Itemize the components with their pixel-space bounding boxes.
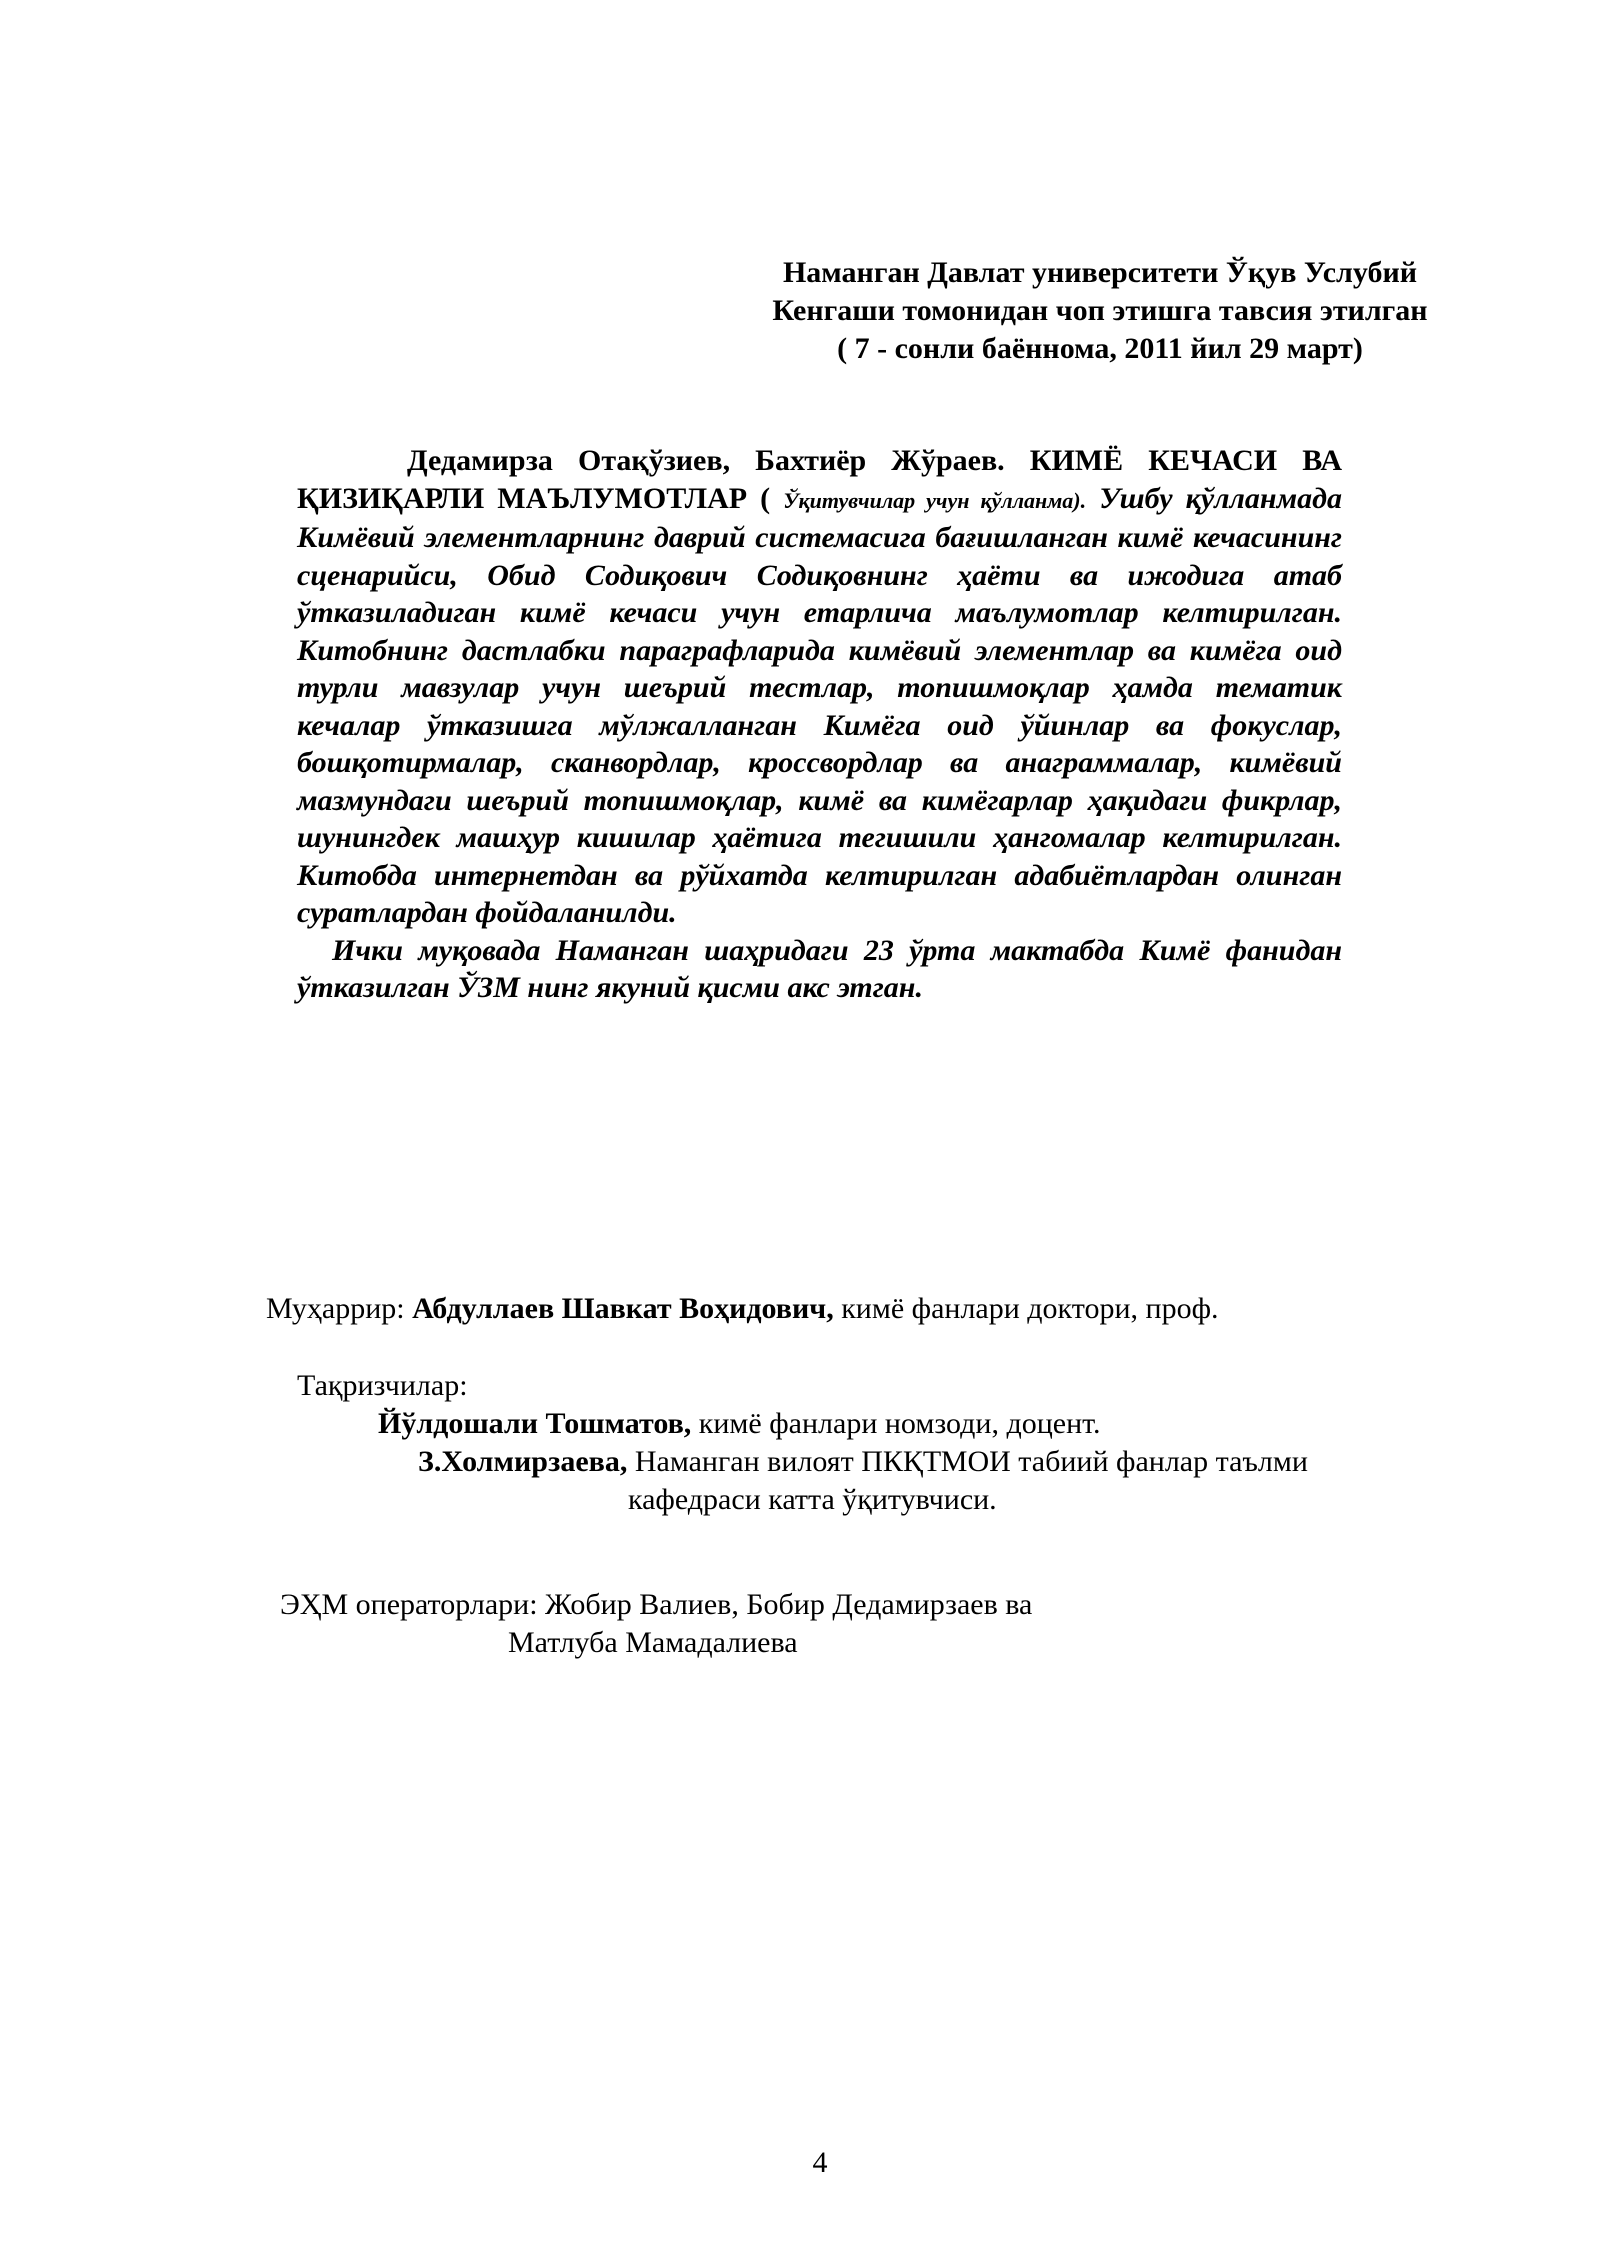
reviewers-label: Тақризчилар: (297, 1369, 468, 1402)
annotation-body: Ушбу қўлланмада Кимёвий элементларнинг даврий системасига бағишланган кимё кечасининг сценарийси, Обид Содиқович Содиқовнинг ҳаёти ва ижодига атаб ўтказиладиган кимё кечаси учун етарлича маълумотлар келтирилган. Китобнинг дастлабки параграфларида кимёвий элементлар ва кимёга оид турли мавзулар учун шеърий тестлар, топишмоқлар ҳамда тематик кечалар ўтказишга мўлжалланган Кимёга оид ўйинлар ва фокуслар, бошқотирмалар, сканвордлар, кроссвордлар ва анаграммалар, кимёвий мазмундаги шеърий топишмоқлар, кимё ва кимёгарлар ҳақидаги фикрлар, шунингдек машҳур кишилар ҳаётига тегишили ҳангомалар келтирилган. Китобда интернетдан ва рўйхатда келтирилган адабиётлардан олинган суратлардан фойдаланилди. (297, 481, 1343, 929)
reviewer-2-title-continued: кафедраси катта ўқитувчиси. (628, 1483, 997, 1516)
approval-line-2: Кенгаши томонидан чоп этишга тавсия этилган (772, 294, 1428, 327)
reviewer-2 (418, 1443, 1308, 1481)
editor-label: Муҳаррир: (266, 1292, 413, 1325)
editor-title: кимё фанлари доктори, проф. (833, 1292, 1219, 1325)
editor-line (266, 1290, 1219, 1328)
reviewer-2-title: Наманган вилоят ПКҚТМОИ табиий фанлар таълми (627, 1445, 1308, 1478)
editor-name: Абдуллаев Шавкат Воҳидович, (412, 1292, 834, 1325)
approval-line-3: ( 7 - сонли баённома, 2011 йил 29 март) (837, 332, 1363, 365)
reviewer-2-name: З.Холмирзаева, (418, 1445, 628, 1478)
reviewer-1-title: кимё фанлари номзоди, доцент. (691, 1407, 1101, 1440)
approval-note (700, 254, 1500, 368)
approval-line-1: Наманган Давлат университети Ўқув Услубий (782, 256, 1418, 289)
operators-line-2: Матлуба Мамадалиева (508, 1626, 798, 1659)
annotation-paragraph-2: Ички муқовада Наманган шаҳридаги 23 ўрта мактабда Кимё фанидан ўтказилган ЎЗМ нинг якуний қисми акс этган. (297, 933, 1342, 1004)
manual-type-note: Ўқитувчилар учун қўлланма). (783, 487, 1087, 513)
authors-and-title: Дедамирза Отақўзиев, Бахтиёр Жўраев. КИМЁ КЕЧАСИ ВА ҚИЗИҚАРЛИ МАЪЛУМОТЛАР ( (297, 444, 1342, 515)
annotation-block (297, 442, 1342, 1007)
annotation-paragraph-1 (297, 442, 1342, 932)
page-number: 4 (812, 2146, 828, 2179)
reviewer-1 (378, 1405, 1101, 1443)
operators-line-1: ЭҲМ операторлари: Жобир Валиев, Бобир Дедамирзаев ва (280, 1588, 1033, 1621)
reviewer-1-name: Йўлдошали Тошматов, (378, 1407, 692, 1440)
